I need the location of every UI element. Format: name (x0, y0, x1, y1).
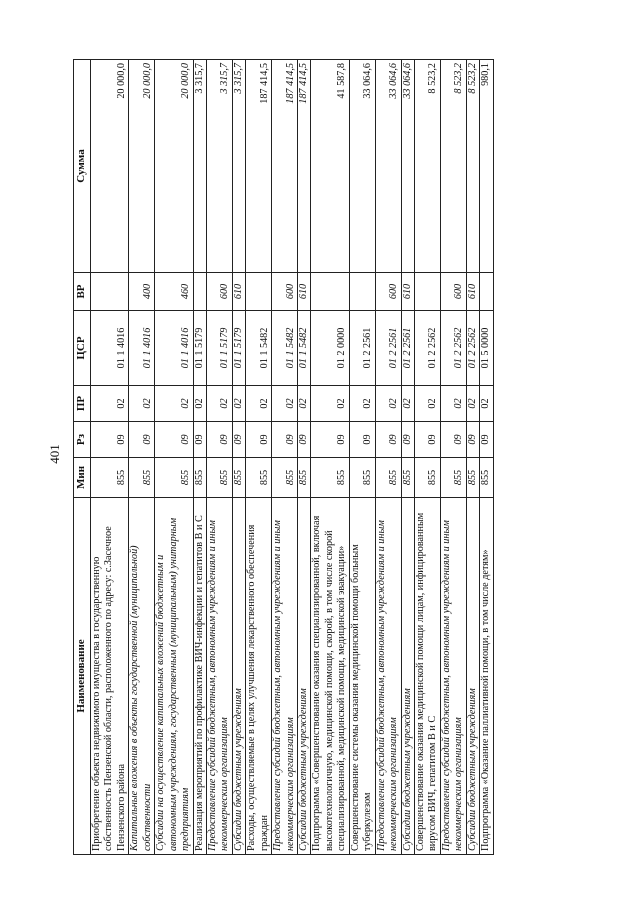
cell-pr: 02 (206, 386, 232, 422)
cell-min: 855 (91, 458, 129, 498)
table-row (298, 60, 311, 855)
cell-sum: 41 587,8 (311, 60, 349, 273)
cell-vr: 600 (440, 273, 466, 311)
cell-rz: 09 (206, 422, 232, 458)
cell-min: 855 (193, 458, 206, 498)
cell-rz: 09 (440, 422, 466, 458)
cell-rz: 09 (311, 422, 349, 458)
cell-vr (91, 273, 129, 311)
cell-name: Субсидии бюджетным учреждениям (401, 498, 414, 855)
cell-pr: 02 (246, 386, 272, 422)
cell-name: Субсидии бюджетным учреждениям (298, 498, 311, 855)
cell-rz: 09 (129, 422, 155, 458)
cell-min: 855 (232, 458, 245, 498)
header-rz: Рз (74, 422, 91, 458)
cell-csr: 01 1 4016 (91, 311, 129, 386)
table-row (349, 60, 375, 855)
cell-vr: 610 (232, 273, 245, 311)
cell-pr: 02 (375, 386, 401, 422)
cell-csr: 01 1 5179 (206, 311, 232, 386)
table-row (401, 60, 414, 855)
cell-sum: 187 414,5 (246, 60, 272, 273)
cell-min: 855 (129, 458, 155, 498)
table-body (91, 60, 494, 855)
cell-vr (193, 273, 206, 311)
cell-min: 855 (440, 458, 466, 498)
cell-pr: 02 (349, 386, 375, 422)
table-row (155, 60, 193, 855)
cell-pr: 02 (414, 386, 440, 422)
cell-sum: 187 414,5 (272, 60, 298, 273)
cell-rz: 09 (272, 422, 298, 458)
cell-pr: 02 (466, 386, 479, 422)
cell-vr: 460 (155, 273, 193, 311)
table-row (91, 60, 129, 855)
cell-sum: 33 064,6 (401, 60, 414, 273)
cell-sum: 3 315,7 (206, 60, 232, 273)
cell-csr: 01 1 4016 (129, 311, 155, 386)
table-row (480, 60, 493, 855)
cell-rz: 09 (232, 422, 245, 458)
cell-min: 855 (349, 458, 375, 498)
cell-pr: 02 (272, 386, 298, 422)
cell-name: Совершенствование системы оказания медицинской помощи больным туберкулезом (349, 498, 375, 855)
cell-csr: 01 1 5482 (246, 311, 272, 386)
cell-csr: 01 2 2561 (401, 311, 414, 386)
cell-vr: 610 (298, 273, 311, 311)
cell-min: 855 (206, 458, 232, 498)
cell-min: 855 (375, 458, 401, 498)
cell-name: Предоставление субсидий бюджетным, автономным учреждениям и иным некоммерческим организациям (440, 498, 466, 855)
cell-pr: 02 (155, 386, 193, 422)
page-number: 401 (47, 444, 62, 464)
header-csr: ЦСР (74, 311, 91, 386)
cell-pr: 02 (401, 386, 414, 422)
cell-sum: 20 000,0 (91, 60, 129, 273)
header-min: Мин (74, 458, 91, 498)
cell-name: Субсидии бюджетным учреждениям (466, 498, 479, 855)
cell-vr (246, 273, 272, 311)
header-pr: ПР (74, 386, 91, 422)
cell-rz: 09 (466, 422, 479, 458)
cell-rz: 09 (401, 422, 414, 458)
cell-sum: 8 523,2 (440, 60, 466, 273)
table-row (272, 60, 298, 855)
cell-sum: 980,1 (480, 60, 493, 273)
cell-vr (349, 273, 375, 311)
cell-csr: 01 2 2561 (349, 311, 375, 386)
rotated-table-container (73, 60, 613, 855)
cell-pr: 02 (480, 386, 493, 422)
cell-csr: 01 1 5482 (298, 311, 311, 386)
cell-vr (480, 273, 493, 311)
cell-sum: 8 523,2 (466, 60, 479, 273)
table-row (193, 60, 206, 855)
cell-min: 855 (401, 458, 414, 498)
table-row (206, 60, 232, 855)
cell-min: 855 (311, 458, 349, 498)
cell-name: Совершенствование оказания медицинской помощи лицам, инфицированным вирусом ВИЧ, гепатитом В и С (414, 498, 440, 855)
table-row (246, 60, 272, 855)
cell-name: Реализация мероприятий по профилактике ВИЧ-инфекции и гепатитов В и С (193, 498, 206, 855)
cell-name: Предоставление субсидий бюджетным, автономным учреждениям и иным некоммерческим организациям (272, 498, 298, 855)
cell-csr: 01 1 5179 (232, 311, 245, 386)
cell-pr: 02 (311, 386, 349, 422)
cell-csr: 01 2 2562 (414, 311, 440, 386)
table-row (466, 60, 479, 855)
cell-min: 855 (414, 458, 440, 498)
cell-vr: 600 (206, 273, 232, 311)
cell-rz: 09 (414, 422, 440, 458)
cell-min: 855 (480, 458, 493, 498)
cell-sum: 8 523,2 (414, 60, 440, 273)
cell-csr: 01 1 4016 (155, 311, 193, 386)
cell-csr: 01 1 5482 (272, 311, 298, 386)
cell-name: Субсидии на осуществление капитальных вложений бюджетным и автономным учреждениям, государственным (муниципальным) унитарным предприятиям (155, 498, 193, 855)
header-name: Наименование (74, 498, 91, 855)
cell-sum: 187 414,5 (298, 60, 311, 273)
cell-csr: 01 2 2562 (466, 311, 479, 386)
cell-pr: 02 (298, 386, 311, 422)
cell-csr: 01 2 0000 (311, 311, 349, 386)
cell-sum: 3 315,7 (193, 60, 206, 273)
table-row (129, 60, 155, 855)
cell-pr: 02 (232, 386, 245, 422)
cell-sum: 20 000,0 (155, 60, 193, 273)
cell-csr: 01 1 5179 (193, 311, 206, 386)
cell-name: Подпрограмма «Совершенствование оказания специализированной, включая высокотехнологичную, медицинской помощи, скорой, в том числе скорой специализированной, медицинской помощи, медицинской эвакуации» (311, 498, 349, 855)
cell-rz: 09 (91, 422, 129, 458)
cell-pr: 02 (440, 386, 466, 422)
cell-name: Капитальные вложения в объекты государственной (муниципальной) собственности (129, 498, 155, 855)
cell-rz: 09 (193, 422, 206, 458)
rotated-table-area (73, 60, 613, 855)
cell-rz: 09 (349, 422, 375, 458)
cell-min: 855 (466, 458, 479, 498)
cell-sum: 33 064,6 (349, 60, 375, 273)
cell-vr: 400 (129, 273, 155, 311)
cell-rz: 09 (298, 422, 311, 458)
cell-vr: 610 (466, 273, 479, 311)
cell-vr: 600 (272, 273, 298, 311)
cell-name: Приобретение объекта недвижимого имущества в государственную собственность Пензенской области, расположенного по адресу: с.Засечное Пензенского района (91, 498, 129, 855)
table-row (311, 60, 349, 855)
cell-name: Подпрограмма «Оказание паллиативной помощи, в том числе детям» (480, 498, 493, 855)
cell-csr: 01 5 0000 (480, 311, 493, 386)
cell-min: 855 (272, 458, 298, 498)
table-header-row (74, 60, 91, 855)
cell-name: Субсидии бюджетным учреждениям (232, 498, 245, 855)
table-row (375, 60, 401, 855)
cell-pr: 02 (91, 386, 129, 422)
cell-rz: 09 (246, 422, 272, 458)
budget-table (73, 59, 494, 855)
cell-min: 855 (246, 458, 272, 498)
cell-rz: 09 (375, 422, 401, 458)
cell-rz: 09 (155, 422, 193, 458)
header-vr: ВР (74, 273, 91, 311)
cell-pr: 02 (129, 386, 155, 422)
cell-rz: 09 (480, 422, 493, 458)
cell-csr: 01 2 2561 (375, 311, 401, 386)
table-row (232, 60, 245, 855)
cell-sum: 33 064,6 (375, 60, 401, 273)
cell-name: Предоставление субсидий бюджетным, автономным учреждениям и иным некоммерческим организациям (206, 498, 232, 855)
cell-min: 855 (298, 458, 311, 498)
cell-sum: 3 315,7 (232, 60, 245, 273)
header-sum: Сумма (74, 60, 91, 273)
cell-vr: 600 (375, 273, 401, 311)
cell-name: Предоставление субсидий бюджетным, автономным учреждениям и иным некоммерческим организациям (375, 498, 401, 855)
cell-vr: 610 (401, 273, 414, 311)
cell-name: Расходы, осуществляемые в целях улучшения лекарственного обеспечения граждан (246, 498, 272, 855)
table-row (414, 60, 440, 855)
cell-vr (311, 273, 349, 311)
cell-csr: 01 2 2562 (440, 311, 466, 386)
table-row (440, 60, 466, 855)
cell-pr: 02 (193, 386, 206, 422)
cell-vr (414, 273, 440, 311)
cell-min: 855 (155, 458, 193, 498)
cell-sum: 20 000,0 (129, 60, 155, 273)
